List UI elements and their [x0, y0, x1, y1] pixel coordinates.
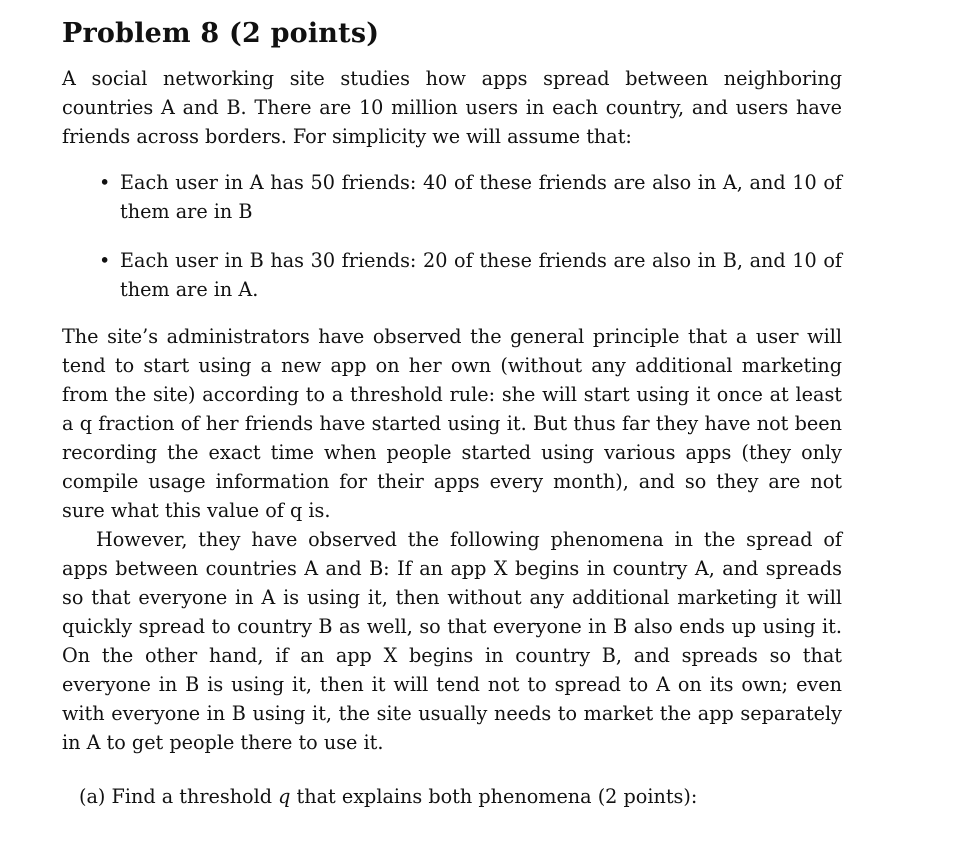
- threshold-rule-paragraph: The site’s administrators have observed the general principle that a user will tend to start using a new app on her own (without any additional marketing from the site) according to a threshold rule: she will start using it once at least a q fraction of her friends have started using it. But thus far they have not been recording the exact time when people started using various apps (they only compile usage information for their apps every month), and so they are not sure what this value of q is.: [62, 325, 842, 522]
- bullet-icon: •: [99, 249, 111, 272]
- bullet-icon: •: [99, 171, 111, 194]
- part-text-before: Find a threshold: [111, 785, 273, 808]
- question-part-a: [62, 782, 842, 811]
- threshold-variable: q: [278, 785, 291, 808]
- intro-paragraph: A social networking site studies how apps spread between neighboring countries A and B. There are 10 million users in each country, and users have friends across borders. For simplicity we will assume that:: [62, 67, 842, 148]
- part-label: (a): [79, 785, 106, 808]
- problem-page: [62, 14, 842, 811]
- phenomena-paragraph: However, they have observed the following phenomena in the spread of apps between countries A and B: If an app X begins in country A, and spreads so that everyone in A is using it, then without any additional marketing it will quickly spread to country B as well, so that everyone in B also ends up using it. On the other hand, if an app X begins in country B, and spreads so that everyone in B is using it, then it will tend not to spread to A on its own; even with everyone in B using it, the site usually needs to market the app separately in A to get people there to use it.: [62, 528, 842, 754]
- list-item: [99, 168, 842, 226]
- assumption-list: [62, 168, 842, 304]
- list-item-text: Each user in A has 50 friends: 40 of these friends are also in A, and 10 of them are in B: [120, 171, 842, 223]
- list-item-text: Each user in B has 30 friends: 20 of these friends are also in B, and 10 of them are in A.: [120, 249, 842, 301]
- part-text-after: that explains both phenomena (2 points):: [296, 785, 698, 808]
- problem-title: Problem 8 (2 points): [62, 18, 380, 49]
- list-item: [99, 246, 842, 304]
